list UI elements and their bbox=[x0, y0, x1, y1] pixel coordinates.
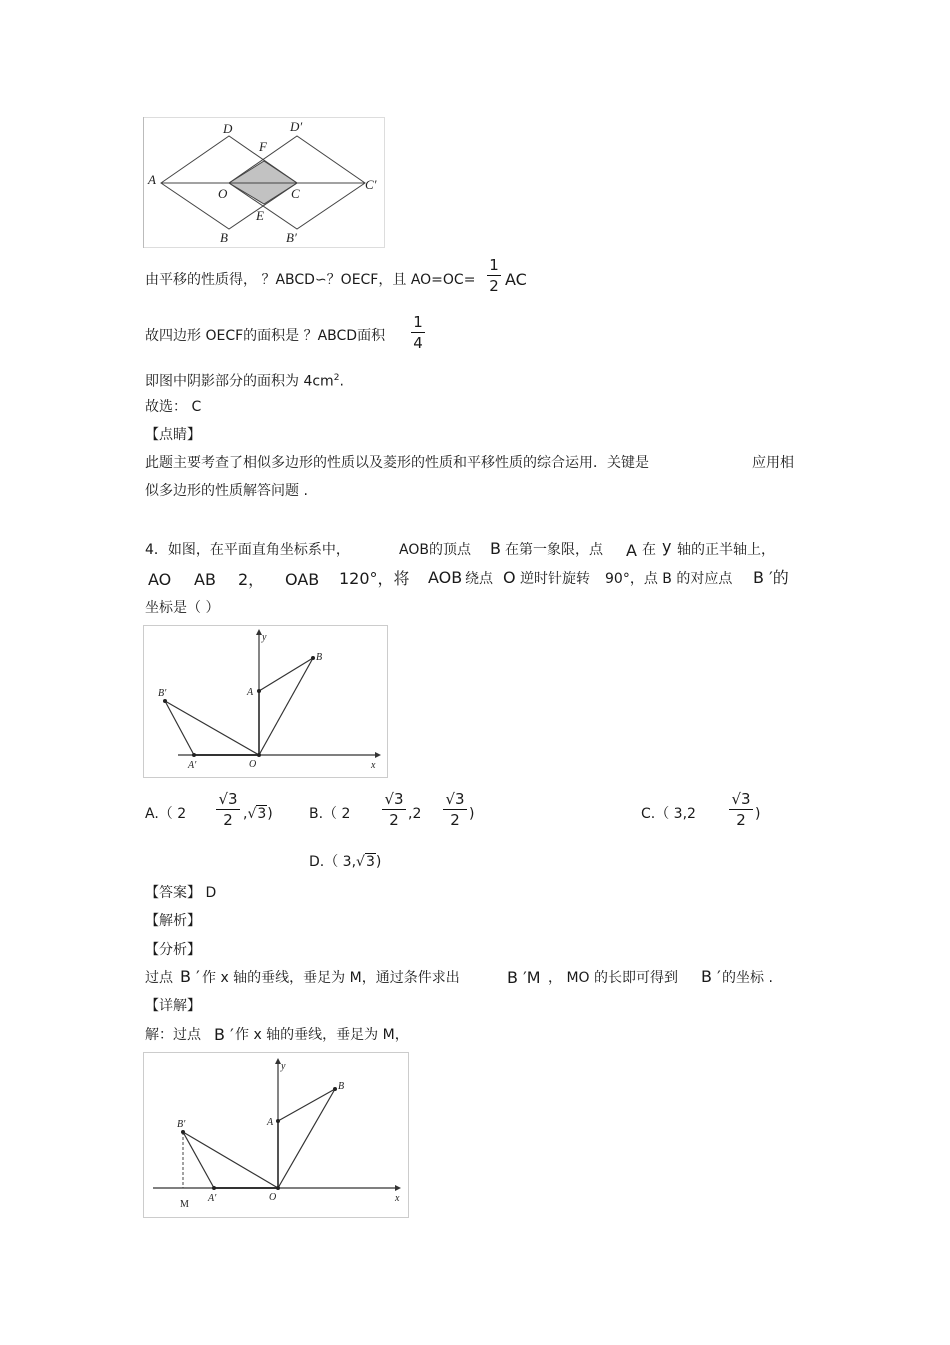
fig1-label-C: C bbox=[291, 186, 300, 201]
fraction-one-quarter: 1 4 bbox=[411, 313, 425, 352]
option-b[interactable]: B.（ 2 bbox=[309, 806, 351, 822]
figure-coordinate-perpendicular bbox=[143, 1052, 409, 1218]
option-c-fraction: √3 2 bbox=[729, 790, 753, 829]
analysis-e: ， MO 的长即可得到 bbox=[548, 970, 678, 986]
figure-rhombus-translation bbox=[143, 117, 385, 248]
option-b-fraction-2: √3 2 bbox=[443, 790, 467, 829]
option-c-close: ) bbox=[755, 806, 761, 822]
heading-dianjing: 【点睛】 bbox=[145, 427, 201, 443]
fig1-label-F: F bbox=[259, 139, 267, 154]
fraction-one-half: 1 2 bbox=[487, 256, 501, 295]
option-a[interactable]: A.（ 2 bbox=[145, 806, 187, 822]
q4-line2-o: O bbox=[503, 568, 516, 587]
fig3-label-O: O bbox=[269, 1192, 277, 1203]
option-b-mid: ,2 bbox=[408, 806, 422, 822]
line-comment-2: 似多边形的性质解答问题 . bbox=[145, 483, 308, 499]
analysis-d: B ′M bbox=[507, 968, 541, 987]
fig3-label-B: B bbox=[338, 1081, 345, 1092]
figure-coordinate-rotation bbox=[143, 625, 388, 778]
analysis-f: B ′ bbox=[701, 967, 721, 986]
q4-line3: 坐标是（ ） bbox=[145, 600, 220, 616]
line-translation-property: 由平移的性质得， ？ABCD∽？OECF，且 AO=OC= bbox=[145, 272, 476, 288]
q4-line1-b: AOB的顶点 bbox=[399, 542, 471, 558]
analysis-c: 作 x 轴的垂线，垂足为 M，通过条件求出 bbox=[202, 970, 460, 986]
q4-line2-90: 90°，点 B 的对应点 bbox=[605, 571, 733, 587]
fig3-label-Bp: B′ bbox=[177, 1119, 186, 1130]
fig2-label-B: B bbox=[316, 652, 323, 663]
q4-line2-120: 120°，将 bbox=[339, 569, 410, 588]
option-d[interactable]: D.（ 3,√3) bbox=[309, 854, 382, 870]
q4-line2-rao: 绕点 bbox=[465, 571, 493, 587]
fig1-label-E: E bbox=[256, 208, 264, 223]
fig2-label-x: x bbox=[371, 760, 376, 771]
fig2-label-y: y bbox=[262, 632, 267, 643]
option-b-fraction-1: √3 2 bbox=[382, 790, 406, 829]
fig3-label-x: x bbox=[395, 1193, 400, 1204]
q4-line2-ao: AO bbox=[148, 570, 172, 589]
fig1-label-Bp: B′ bbox=[286, 230, 297, 245]
heading-jiexi: 【解析】 bbox=[145, 913, 201, 929]
q4-line1-a: 4．如图，在平面直角坐标系中， bbox=[145, 542, 350, 558]
q4-line2-2: 2， bbox=[238, 570, 265, 589]
fig2-label-O: O bbox=[249, 759, 257, 770]
option-b-close: ) bbox=[469, 806, 475, 822]
q4-line1-g: y bbox=[662, 537, 672, 556]
fig1-label-Cp: C′ bbox=[365, 177, 377, 192]
fig2-label-A: A bbox=[247, 687, 254, 698]
q4-line1-d: 在第一象限，点 bbox=[505, 542, 603, 558]
fig1-label-O: O bbox=[218, 186, 228, 201]
q4-line1-e: A bbox=[626, 541, 637, 560]
solution-c: 作 x 轴的垂线，垂足为 M， bbox=[235, 1027, 409, 1043]
analysis-g: 的坐标 . bbox=[722, 970, 773, 986]
line-choose-c: 故选： C bbox=[145, 399, 202, 415]
option-c[interactable]: C.（ 3,2 bbox=[641, 806, 696, 822]
fig3-label-y: y bbox=[281, 1061, 286, 1072]
line-comment-1: 此题主要考查了相似多边形的性质以及菱形的性质和平移性质的综合运用．关键是 bbox=[145, 455, 649, 471]
q4-line2-aob: AOB bbox=[428, 568, 463, 587]
q4-line1-f: 在 bbox=[642, 542, 656, 558]
q4-line2-bprime: B ′的 bbox=[753, 568, 789, 587]
heading-fenxi: 【分析】 bbox=[145, 942, 201, 958]
line-comment-1-end: 应用相 bbox=[752, 455, 794, 471]
fig2-label-Bp: B′ bbox=[158, 688, 167, 699]
fig3-label-M: M bbox=[180, 1199, 189, 1210]
solution-a: 解：过点 bbox=[145, 1027, 201, 1043]
line-area-quarter: 故四边形 OECF的面积是 ？ABCD面积 bbox=[145, 328, 386, 344]
q4-line2-oab: OAB bbox=[285, 570, 320, 589]
analysis-a: 过点 bbox=[145, 970, 173, 986]
heading-xiangjie: 【详解】 bbox=[145, 998, 201, 1014]
q4-line1-h: 轴的正半轴上， bbox=[677, 542, 775, 558]
q4-line2-ab: AB bbox=[194, 570, 216, 589]
analysis-b: B ′ bbox=[180, 967, 200, 986]
fig1-label-B: B bbox=[220, 230, 228, 245]
fig1-label-Dp: D′ bbox=[290, 119, 303, 134]
solution-b: B ′ bbox=[214, 1025, 234, 1044]
option-a-rest: ,√3) bbox=[243, 806, 273, 822]
fig3-label-Ap: A′ bbox=[208, 1193, 217, 1204]
fig1-label-D: D bbox=[223, 121, 233, 136]
line1-ac: AC bbox=[505, 270, 527, 289]
option-a-fraction: √3 2 bbox=[216, 790, 240, 829]
fig3-label-A: A bbox=[267, 1117, 274, 1128]
answer-line: 【答案】 D bbox=[145, 885, 217, 901]
q4-line1-c: B bbox=[490, 539, 501, 558]
line-shaded-area: 即图中阴影部分的面积为 $4cm^2$. bbox=[145, 373, 344, 390]
q4-line2-rotate: 逆时针旋转 bbox=[520, 571, 590, 587]
fig1-label-A: A bbox=[148, 172, 156, 187]
fig2-label-Ap: A′ bbox=[188, 760, 197, 771]
